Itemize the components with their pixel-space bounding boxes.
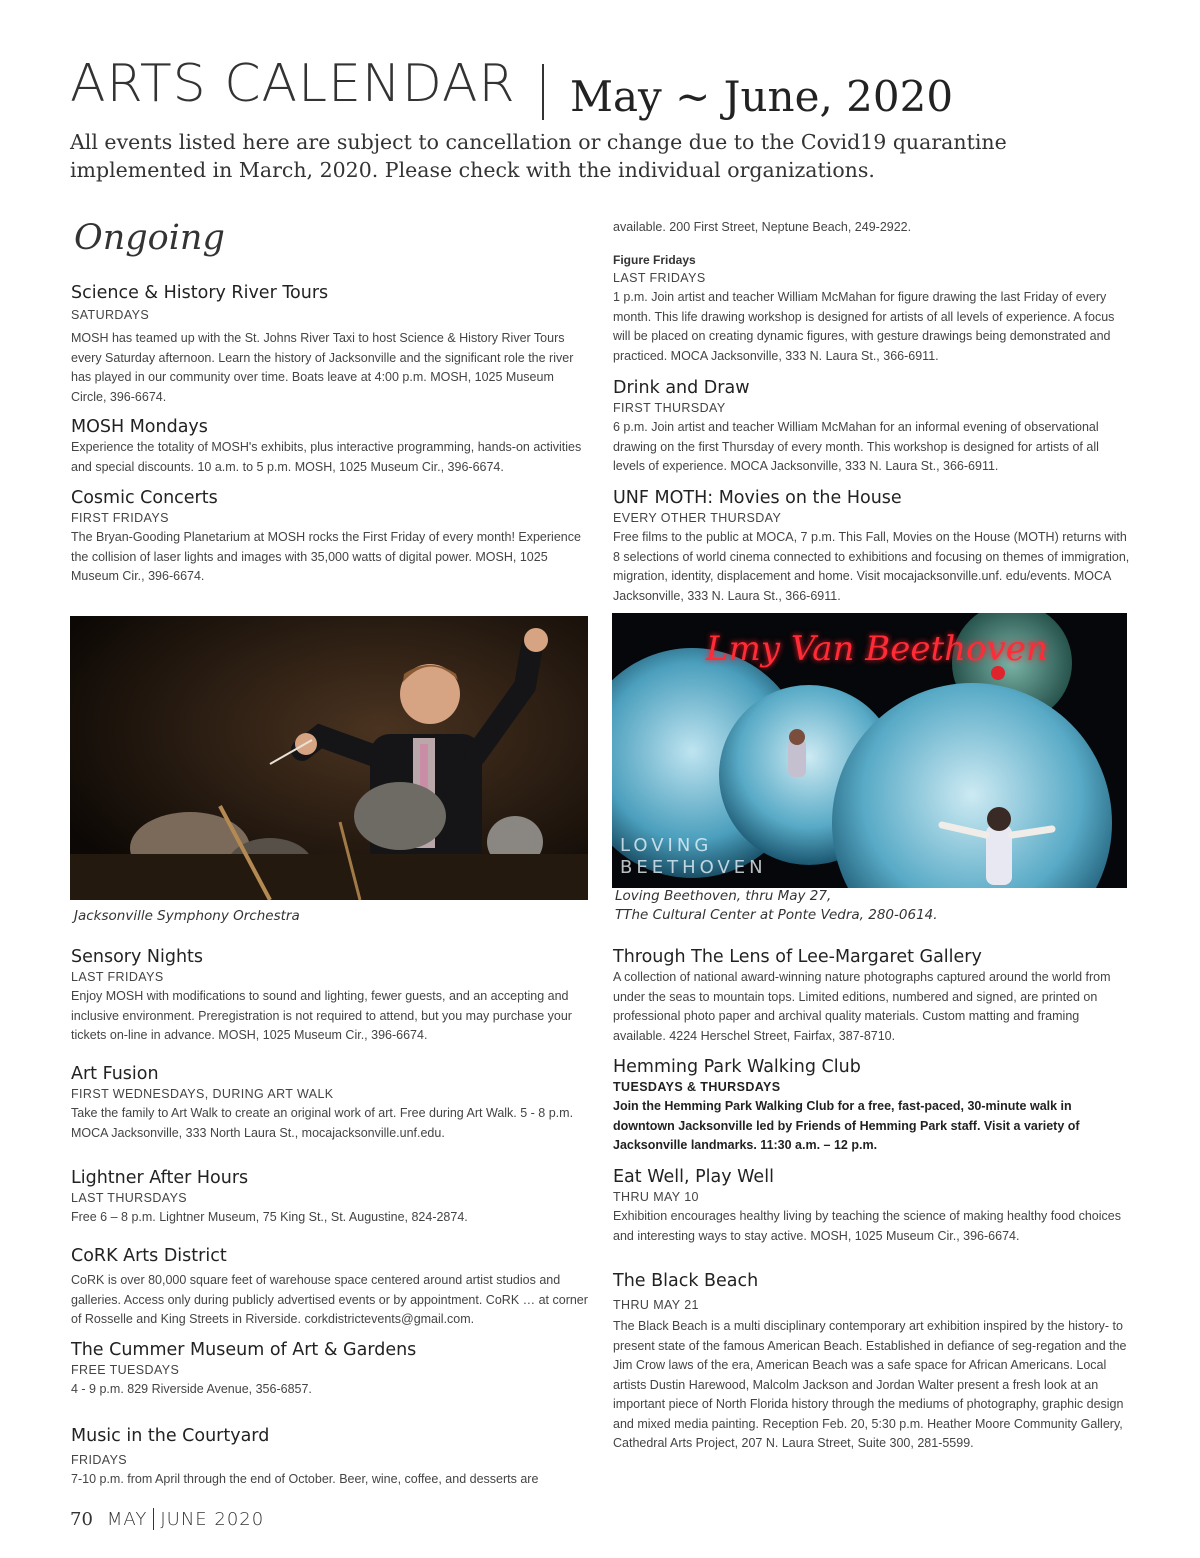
- event-title: Art Fusion: [71, 1064, 159, 1084]
- film-title-line1: LOVING: [620, 835, 713, 856]
- event-description: The Bryan-Gooding Planetarium at MOSH rocks the First Friday of every month! Experience the collision of laser lights and images with 35,000 watts of digital power. MOSH, 1025 Museum Cir., 396-6674.: [71, 530, 581, 583]
- event-cummer-museum: [71, 1339, 591, 1400]
- event-hemming-park-walking-club: [613, 1056, 1133, 1156]
- event-title: The Cummer Museum of Art & Gardens: [71, 1340, 417, 1360]
- event-description: 4 - 9 p.m. 829 Riverside Avenue, 356-6857.: [71, 1382, 312, 1396]
- caption-line2: TThe Cultural Center at Ponte Vedra, 280-0614.: [615, 907, 938, 923]
- event-description: Experience the totality of MOSH's exhibits, plus interactive programming, hands-on activities and special discounts. 10 a.m. to 5 p.m. MOSH, 1025 Museum Cir., 396-6674.: [71, 440, 582, 474]
- event-cosmic-concerts: [71, 487, 591, 587]
- event-schedule: LAST FRIDAYS: [71, 970, 164, 984]
- event-description: 6 p.m. Join artist and teacher William McMahan for an informal evening of observational drawing on the first Thursday of every month. This workshop is designed for artists of all levels of experience. MOCA Jacksonville, 333 N. Laura St., 366-6911.: [613, 420, 1099, 473]
- event-description: Free 6 – 8 p.m. Lightner Museum, 75 King St., St. Augustine, 824-2874.: [71, 1210, 468, 1224]
- event-unf-moth: [613, 487, 1133, 606]
- event-lightner-after-hours: [71, 1167, 591, 1228]
- event-continued-text: [613, 218, 1133, 238]
- event-title: CoRK Arts District: [71, 1246, 227, 1266]
- event-schedule: FIRST THURSDAY: [613, 401, 726, 415]
- loving-beethoven-caption: [615, 887, 938, 925]
- event-schedule: SATURDAYS: [71, 308, 150, 322]
- intro-notice: All events listed here are subject to cancellation or change due to the Covid19 quarantine implemented in March, 2020. Please check with the individual organizations.: [70, 130, 1007, 182]
- event-mosh-mondays: [71, 416, 591, 477]
- event-description: Exhibition encourages healthy living by teaching the science of making healthy food choices and interesting ways to stay active. MOSH, 1025 Museum Cir., 396-6674.: [613, 1209, 1121, 1243]
- event-title: Science & History River Tours: [71, 283, 329, 303]
- event-title: MOSH Mondays: [71, 417, 208, 437]
- event-lee-margaret-gallery: [613, 946, 1133, 1046]
- event-description: Join the Hemming Park Walking Club for a free, fast-paced, 30-minute walk in downtown Jacksonville led by Friends of Hemming Park staff. Visit a variety of Jacksonville landmarks. 11:30 a.m. – 12 p.m.: [613, 1099, 1080, 1152]
- event-description: A collection of national award-winning nature photographs captured around the world from under the seas to mountain tops. Limited editions, numbered and signed, are printed on professional photo paper and archival quality materials. Custom matting and framing available. 4224 Herschel Street, Fairfax, 387-8710.: [613, 970, 1111, 1043]
- event-schedule: LAST FRIDAYS: [613, 271, 706, 285]
- event-description: CoRK is over 80,000 square feet of warehouse space centered around artist studios and galleries. Access only during publicly advertised events or by appointment. CoRK … at corner of Rosselle and King Streets in Riverside. corkdistrictevents@gmail.com.: [71, 1273, 588, 1326]
- event-description: Free films to the public at MOCA, 7 p.m. This Fall, Movies on the House (MOTH) returns with 8 selections of world cinema connected to exhibitions and focusing on themes of immigration, migration, identity, displacement and home. Visit mocajacksonville.unf. edu/events. MOCA Jacksonville, 333 N. Laura St., 366-6911.: [613, 530, 1130, 603]
- footer-divider: [153, 1508, 154, 1530]
- event-title: Music in the Courtyard: [71, 1426, 270, 1446]
- event-description: 7-10 p.m. from April through the end of October. Beer, wine, coffee, and desserts are: [71, 1472, 539, 1486]
- event-cork-arts-district: [71, 1245, 591, 1330]
- title-divider: [542, 64, 544, 120]
- event-title: Figure Fridays: [613, 253, 696, 267]
- event-title: Lightner After Hours: [71, 1168, 249, 1188]
- event-description: The Black Beach is a multi disciplinary contemporary art exhibition inspired by the history- to present state of the famous American Beach. Established in defiance of seg-regation and the Jim Crow laws of the era, American Beach was a safe space for African Americans. Local artists Dustin Harewood, Malcolm Jackson and Jordan Walter present a fresh look at an important piece of North Florida history through the mediums of photography, graphic design and mixed media painting. Reception Feb. 20, 5:30 p.m. Heather Moore Community Gallery, Cathedral Arts Project, 207 N. Laura Street, Suite 300, 281-5599.: [613, 1319, 1127, 1450]
- event-title: Hemming Park Walking Club: [613, 1057, 861, 1077]
- event-title: The Black Beach: [613, 1271, 759, 1291]
- calendar-date-range: May ~ June, 2020: [570, 72, 954, 121]
- page-number: 70: [70, 1509, 93, 1530]
- calendar-title: ARTS CALENDAR: [70, 54, 516, 114]
- event-schedule: THRU MAY 10: [613, 1190, 699, 1204]
- event-title: Sensory Nights: [71, 947, 204, 967]
- film-title-line2: BEETHOVEN: [620, 857, 767, 878]
- event-eat-well-play-well: [613, 1166, 1133, 1246]
- event-title: UNF MOTH: Movies on the House: [613, 488, 902, 508]
- footer-month-b: JUNE 2020: [160, 1509, 265, 1530]
- film-title-overlay: [620, 835, 767, 879]
- event-schedule: FIRST FRIDAYS: [71, 511, 169, 525]
- event-title: Eat Well, Play Well: [613, 1167, 774, 1187]
- event-schedule: TUESDAYS & THURSDAYS: [613, 1080, 781, 1094]
- event-drink-and-draw: [613, 377, 1133, 477]
- page-footer: [70, 1508, 264, 1530]
- loving-beethoven-photo: [612, 613, 1127, 888]
- caption-line1: Loving Beethoven, thru May 27,: [615, 888, 832, 904]
- event-figure-fridays: [613, 251, 1133, 366]
- event-description: MOSH has teamed up with the St. Johns River Taxi to host Science & History River Tours every Saturday afternoon. Learn the history of Jacksonville and the significant role the river has played in our community over time. Boats leave at 4:00 p.m. MOSH, 1025 Museum Circle, 396-6674.: [71, 331, 574, 404]
- event-art-fusion: [71, 1063, 591, 1143]
- event-schedule: THRU MAY 21: [613, 1298, 699, 1312]
- event-description: available. 200 First Street, Neptune Beach, 249-2922.: [613, 220, 912, 234]
- footer-month-a: MAY: [106, 1509, 148, 1530]
- event-title: Drink and Draw: [613, 378, 750, 398]
- event-sensory-nights: [71, 946, 591, 1046]
- event-schedule: FIRST WEDNESDAYS, DURING ART WALK: [71, 1087, 334, 1101]
- neon-sign-text: Lmy Van Beethoven: [706, 629, 1048, 669]
- orchestra-illustration: [70, 616, 588, 900]
- section-title-ongoing: Ongoing: [74, 218, 225, 258]
- event-the-black-beach: [613, 1270, 1133, 1454]
- event-schedule: LAST THURSDAYS: [71, 1191, 188, 1205]
- event-schedule: FRIDAYS: [71, 1453, 128, 1467]
- event-schedule: EVERY OTHER THURSDAY: [613, 511, 782, 525]
- event-title: Through The Lens of Lee-Margaret Gallery: [613, 947, 982, 967]
- event-schedule: FREE TUESDAYS: [71, 1363, 180, 1377]
- event-music-in-the-courtyard: [71, 1425, 591, 1490]
- orchestra-caption: Jacksonville Symphony Orchestra: [74, 908, 300, 924]
- event-description: 1 p.m. Join artist and teacher William McMahan for figure drawing the last Friday of every month. This life drawing workshop is designed for artists of all levels of experience. A focus will be placed on creating dynamic figures, with gesture drawings being demonstrated and practiced. MOCA Jacksonville, 333 N. Laura St., 366-6911.: [613, 290, 1115, 363]
- event-description: Enjoy MOSH with modifications to sound and lighting, fewer guests, and an accepting and inclusive environment. Preregistration is not required to attend, but you may purchase your tickets on-line in advance. MOSH, 1025 Museum Cir., 396-6674.: [71, 989, 572, 1042]
- event-description: Take the family to Art Walk to create an original work of art. Free during Art Walk. 5 - 8 p.m. MOCA Jacksonville, 333 North Laura St., mocajacksonville.unf.edu.: [71, 1106, 574, 1140]
- orchestra-photo: [70, 616, 588, 900]
- event-title: Cosmic Concerts: [71, 488, 218, 508]
- event-science-history-river-tours: [71, 282, 591, 407]
